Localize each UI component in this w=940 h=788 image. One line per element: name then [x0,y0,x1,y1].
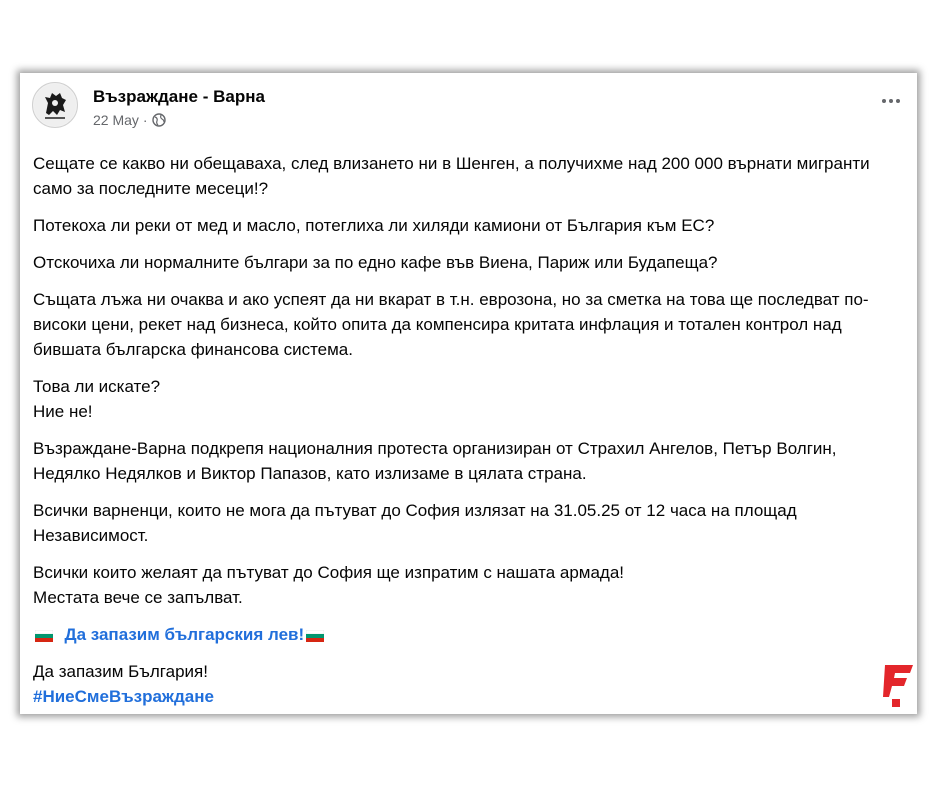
highlight-line [33,622,903,647]
bulgarian-flag-icon [35,630,53,642]
bulgarian-flag-icon [306,630,324,642]
post-paragraph-4: Същата лъжа ни очаква и ако успеят да ни вкарат в т.н. еврозона, но за сметка на това ще последват по-високи цени, рекет над бизнеса, който опита да компенсира критата инфлация и тотален контрол над бившата българска финансова система. [33,290,869,359]
globe-icon [152,113,166,127]
more-options-icon[interactable] [877,89,905,113]
factcheck-f-logo-icon [883,663,917,709]
post-meta [93,112,166,128]
post-header [20,73,917,143]
post-date[interactable]: 22 May [93,112,139,128]
post-question-block [33,374,903,424]
post-paragraph-meeting: Всички варненци, които не мога да пътуват до София излязат на 31.05.25 от 12 часа на площад Независимост. [33,501,797,545]
post-paragraph-3: Отскочиха ли нормалните българи за по едно кафе във Виена, Париж или Будапеща? [33,253,718,272]
post-paragraph-2: Потекоха ли реки от мед и масло, потеглиха ли хиляди камиони от България към ЕС? [33,216,715,235]
post-paragraph-protest: Възраждане-Варна подкрепя националния протеста организиран от Страхил Ангелов, Петър Волгин, Недялко Недялков и Виктор Папазов, като излизаме в цялата страна. [33,439,837,483]
post-card [20,73,917,714]
question-line-1: Това ли искате? [33,377,161,396]
post-armada-block [33,560,903,610]
question-line-2: Ние не! [33,402,93,421]
post-body [33,151,903,721]
closing-line: Да запазим България! [33,662,208,681]
highlight-link[interactable]: Да запазим българския лев! [64,625,305,644]
hashtag-link[interactable]: #НиеСмеВъзраждане [33,687,214,706]
armada-line-2: Местата вече се запълват. [33,588,243,607]
lion-emblem-icon[interactable] [32,82,78,128]
meta-separator: · [142,112,148,128]
post-paragraph-1: Сещате се какво ни обещаваха, след влизането ни в Шенген, а получихме над 200 000 върнати мигранти само за последните месеци!? [33,154,870,198]
armada-line-1: Всички които желаят да пътуват до София ще изпратим с нашата армада! [33,563,625,582]
page-name-link[interactable]: Възраждане - Варна [93,87,265,106]
closing-block [33,659,903,709]
